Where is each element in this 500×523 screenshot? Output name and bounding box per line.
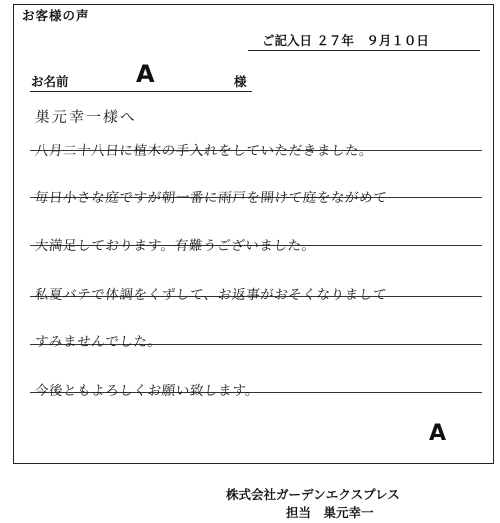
name-label: お名前 (31, 74, 69, 89)
staff-in-charge: 担当 巣元幸一 (286, 505, 374, 520)
name-underline (30, 91, 252, 92)
letter-line: 私夏バテで体調をくずして、お返事がおそくなりまして (34, 287, 388, 303)
customer-name: A (136, 60, 155, 88)
name-honorific: 様 (234, 74, 247, 89)
letter-line: 毎日小さな庭ですが朝一番に雨戸を開けて庭をながめて (34, 190, 389, 206)
entry-date: ご記入日 ２７年 ９月１０日 (262, 33, 429, 48)
company-name: 株式会社ガーデンエクスプレス (226, 487, 400, 502)
letter-signature: A (429, 421, 447, 446)
letter-line: すみませんでした。 (34, 334, 163, 350)
letter-line: 今後ともよろしくお願い致します。 (34, 383, 261, 399)
form-title: お客様の声 (22, 8, 90, 23)
date-underline (248, 50, 480, 51)
letter-line: 八月二十八日に植木の手入れをしていただきました。 (34, 143, 374, 159)
letter-line: 大満足しております。有難うございました。 (34, 238, 317, 254)
letter-line: 巣元幸一様へ (34, 108, 138, 126)
